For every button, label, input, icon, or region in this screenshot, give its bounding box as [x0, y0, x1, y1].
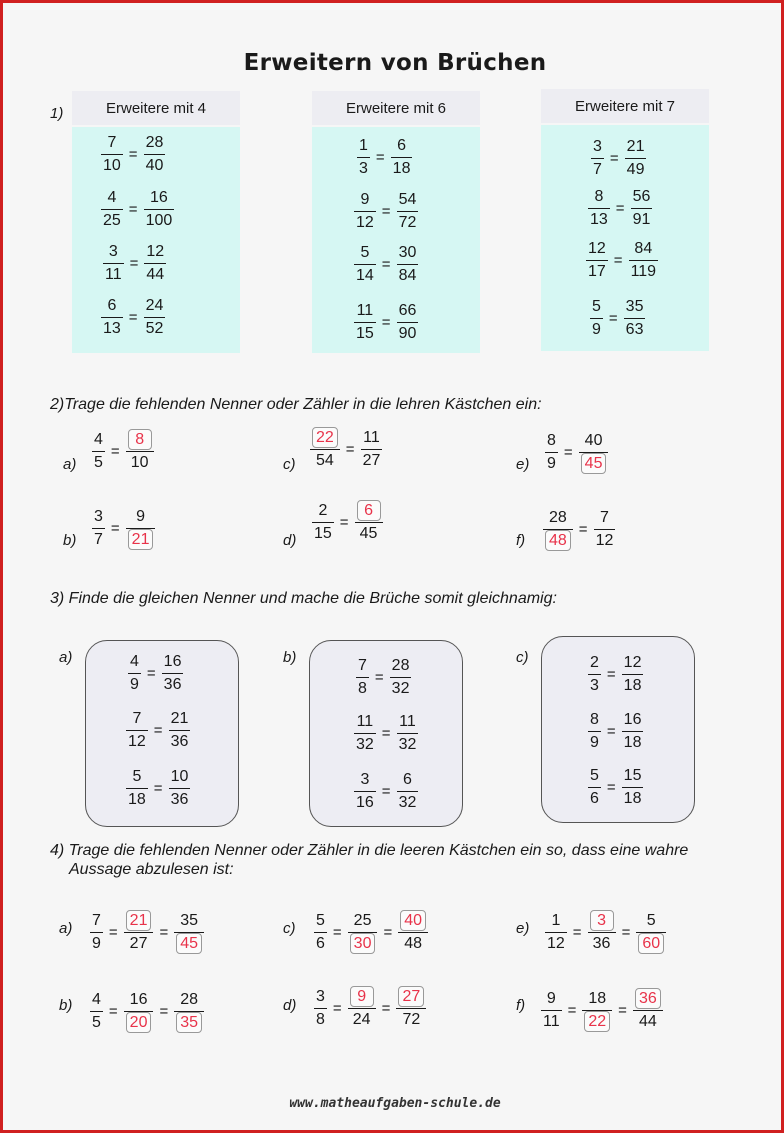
- s1-col1-row1: $\frac{7}{10}$ = $\frac{28}{40}$: [103, 134, 164, 174]
- s1-col3-row2: $\frac{8}{13}$ = $\frac{56}{91}$: [590, 188, 651, 228]
- col1-header: Erweitere mit 4: [72, 91, 240, 125]
- answer-box[interactable]: 48: [545, 530, 571, 551]
- s3-c-label: c): [516, 649, 529, 666]
- s3-a-row2: $\frac{7}{12}$ = $\frac{21}{36}$: [128, 710, 189, 750]
- col2-header: Erweitere mit 6: [312, 91, 480, 125]
- s3-a-row1: $\frac{4}{9}$ = $\frac{16}{36}$: [130, 653, 182, 693]
- s3-c-row3: $\frac{5}{6}$ = $\frac{15}{18}$: [590, 767, 642, 807]
- s3-b-label: b): [283, 649, 297, 666]
- s2-b-label: b): [63, 532, 77, 549]
- answer-box[interactable]: 3: [590, 910, 614, 931]
- s3-a-row3: $\frac{5}{18}$ = $\frac{10}{36}$: [128, 768, 189, 808]
- section4-instruction-line2: Aussage abzulesen ist:: [69, 861, 234, 878]
- section2-instruction: 2)Trage die fehlenden Nenner oder Zähler in die lehren Kästchen ein:: [50, 396, 542, 413]
- answer-box[interactable]: 22: [584, 1011, 610, 1032]
- s2-b: $\frac{3}{7}$ = $\frac{9}{21}$: [91, 506, 156, 551]
- page-title: Erweitern von Brüchen: [243, 50, 547, 76]
- s1-col1-row3: $\frac{3}{11}$ = $\frac{12}{44}$: [105, 243, 165, 283]
- s3-b-row2: $\frac{11}{32}$ = $\frac{11}{32}$: [356, 713, 417, 753]
- s4-b: $\frac{4}{5}$ = $\frac{16}{20}$ = $\frac{28}{35}$: [89, 989, 205, 1034]
- answer-box[interactable]: 30: [350, 933, 376, 954]
- s2-e: $\frac{8}{9}$ = $\frac{40}{45}$: [544, 430, 609, 475]
- s4-f-label: f): [516, 997, 526, 1014]
- answer-box[interactable]: 27: [398, 986, 424, 1007]
- s4-a-label: a): [59, 920, 73, 937]
- answer-box[interactable]: 21: [128, 529, 154, 550]
- section1-label: 1): [50, 105, 64, 122]
- s4-e-label: e): [516, 920, 530, 937]
- s2-c-label: c): [283, 456, 296, 473]
- col3-header: Erweitere mit 7: [541, 89, 709, 123]
- s4-b-label: b): [59, 997, 73, 1014]
- answer-box[interactable]: 45: [176, 933, 202, 954]
- s4-d-label: d): [283, 997, 297, 1014]
- s2-e-label: e): [516, 456, 530, 473]
- answer-box[interactable]: 40: [400, 910, 426, 931]
- answer-box[interactable]: 35: [176, 1012, 202, 1033]
- s2-f-label: f): [516, 532, 526, 549]
- answer-box[interactable]: 21: [126, 910, 152, 931]
- answer-box[interactable]: 9: [350, 986, 374, 1007]
- footer-url[interactable]: www.matheaufgaben-schule.de: [289, 1096, 501, 1111]
- s2-d-label: d): [283, 532, 297, 549]
- s3-c-row1: $\frac{2}{3}$ = $\frac{12}{18}$: [590, 654, 642, 694]
- s1-col1-row4: $\frac{6}{13}$ = $\frac{24}{52}$: [103, 297, 164, 337]
- s1-col2-row1: $\frac{1}{3}$ = $\frac{6}{18}$: [359, 137, 411, 177]
- s1-col3-row1: $\frac{3}{7}$ = $\frac{21}{49}$: [593, 138, 645, 178]
- s4-f: $\frac{9}{11}$ = $\frac{18}{22}$ = $\frac{36}{44}$: [540, 988, 664, 1033]
- answer-box[interactable]: 60: [638, 933, 664, 954]
- s2-a-label: a): [63, 456, 77, 473]
- s1-col1-row2: $\frac{4}{25}$ = $\frac{16}{100}$: [103, 189, 173, 229]
- s1-col2-row4: $\frac{11}{15}$ = $\frac{66}{90}$: [356, 302, 417, 342]
- s3-c-row2: $\frac{8}{9}$ = $\frac{16}{18}$: [590, 711, 642, 751]
- section4-instruction-line1: 4) Trage die fehlenden Nenner oder Zähler in die leeren Kästchen ein so, dass eine wahre: [50, 842, 689, 859]
- s4-e: $\frac{1}{12}$ = $\frac{3}{36}$ = $\frac{5}{60}$: [544, 910, 667, 955]
- s3-a-label: a): [59, 649, 73, 666]
- s4-d: $\frac{3}{8}$ = $\frac{9}{24}$ = $\frac{27}{72}$: [313, 986, 427, 1031]
- s2-d: $\frac{2}{15}$ = $\frac{6}{45}$: [311, 500, 384, 545]
- answer-box[interactable]: 6: [357, 500, 381, 521]
- answer-box[interactable]: 36: [635, 988, 661, 1009]
- s3-b-row1: $\frac{7}{8}$ = $\frac{28}{32}$: [358, 657, 410, 697]
- s1-col3-row4: $\frac{5}{9}$ = $\frac{35}{63}$: [592, 298, 644, 338]
- s3-b-row3: $\frac{3}{16}$ = $\frac{6}{32}$: [356, 771, 417, 811]
- s1-col2-row2: $\frac{9}{12}$ = $\frac{54}{72}$: [356, 191, 417, 231]
- s1-col3-row3: $\frac{12}{17}$ = $\frac{84}{119}$: [588, 240, 657, 280]
- answer-box[interactable]: 22: [312, 427, 338, 448]
- answer-box[interactable]: 8: [128, 429, 152, 450]
- s4-a: $\frac{7}{9}$ = $\frac{21}{27}$ = $\frac{35}{45}$: [89, 910, 205, 955]
- answer-box[interactable]: 20: [126, 1012, 152, 1033]
- s1-col2-row3: $\frac{5}{14}$ = $\frac{30}{84}$: [356, 244, 417, 284]
- s2-c: $\frac{22}{54}$ = $\frac{11}{27}$: [309, 427, 383, 472]
- s2-f: $\frac{28}{48}$ = $\frac{7}{12}$: [542, 507, 616, 552]
- section3-instruction: 3) Finde die gleichen Nenner und mache die Brüche somit gleichnamig:: [50, 590, 557, 607]
- s4-c-label: c): [283, 920, 296, 937]
- answer-box[interactable]: 45: [581, 453, 607, 474]
- s2-a: $\frac{4}{5}$ = $\frac{8}{10}$: [91, 429, 155, 474]
- s4-c: $\frac{5}{6}$ = $\frac{25}{30}$ = $\frac{40}{48}$: [313, 910, 429, 955]
